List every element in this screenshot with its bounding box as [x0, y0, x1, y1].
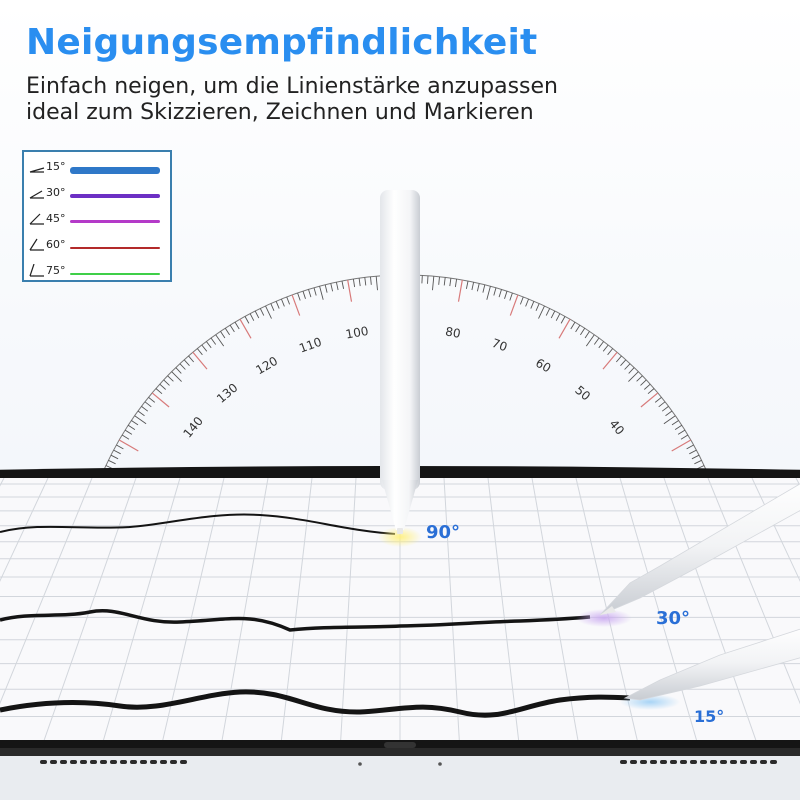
- protractor-tick: [122, 435, 129, 439]
- speaker-hole: [60, 760, 67, 764]
- protractor-tick: [439, 277, 440, 285]
- speaker-hole: [170, 760, 177, 764]
- speaker-hole: [680, 760, 687, 764]
- protractor-tick: [655, 397, 661, 402]
- protractor-tick: [145, 402, 151, 407]
- legend-angle-label: 60°: [46, 238, 66, 251]
- protractor-tick: [168, 376, 174, 382]
- protractor-tick: [510, 295, 518, 316]
- protractor-tick: [603, 352, 617, 369]
- protractor-tick: [314, 288, 316, 296]
- legend-line-30: [70, 194, 160, 198]
- protractor-tick: [571, 322, 575, 329]
- speaker-hole: [70, 760, 77, 764]
- protractor-tick: [505, 291, 508, 299]
- angle-30-icon: [28, 186, 46, 200]
- protractor-tick: [202, 345, 207, 351]
- protractor-tick: [348, 280, 352, 302]
- protractor-tick: [551, 311, 555, 318]
- protractor-tick: [580, 328, 584, 335]
- protractor-tick: [510, 293, 513, 301]
- protractor-tick: [499, 289, 501, 297]
- subtitle-line-1: Einfach neigen, um die Linienstärke anzupassen: [26, 74, 558, 99]
- protractor-label: 110: [297, 334, 324, 356]
- protractor-tick: [320, 286, 324, 300]
- protractor-tick: [336, 282, 338, 290]
- protractor-tick: [221, 331, 225, 338]
- protractor-tick: [586, 335, 594, 346]
- protractor-tick: [559, 319, 570, 338]
- speaker-hole: [640, 760, 647, 764]
- protractor-tick: [644, 384, 650, 389]
- speaker-hole: [770, 760, 777, 764]
- legend-angle-label: 30°: [46, 186, 66, 199]
- protractor-tick: [450, 278, 451, 286]
- legend-row-45: [24, 210, 170, 230]
- protractor-tick: [160, 384, 166, 389]
- speaker-hole: [690, 760, 697, 764]
- protractor-tick: [135, 416, 146, 424]
- protractor-tick: [628, 372, 638, 382]
- protractor-tick: [483, 285, 485, 293]
- protractor-tick: [266, 306, 272, 319]
- protractor-tick: [616, 356, 621, 362]
- protractor-tick: [298, 293, 301, 301]
- protractor-tick: [585, 331, 589, 338]
- protractor-tick: [353, 279, 354, 287]
- protractor-tick: [678, 430, 685, 434]
- speaker-hole: [160, 760, 167, 764]
- protractor-label: 120: [253, 353, 281, 378]
- speaker-hole: [620, 760, 627, 764]
- legend-angle-label: 15°: [46, 160, 66, 173]
- speaker-hole: [100, 760, 107, 764]
- protractor-label: 130: [214, 380, 241, 406]
- angle-label-15: 15°: [694, 707, 725, 726]
- protractor-tick: [250, 314, 254, 321]
- protractor-tick: [149, 397, 155, 402]
- angle-60-icon: [28, 238, 46, 252]
- speaker-hole: [750, 760, 757, 764]
- protractor-tick: [303, 291, 306, 299]
- protractor-tick: [428, 276, 429, 284]
- protractor-tick: [342, 281, 344, 289]
- protractor-tick: [689, 450, 696, 454]
- protractor-tick: [114, 450, 121, 454]
- protractor-tick: [659, 402, 665, 407]
- protractor-tick: [576, 325, 580, 332]
- speaker-hole: [630, 760, 637, 764]
- protractor-tick: [197, 349, 202, 355]
- protractor-tick: [546, 308, 550, 315]
- protractor-tick: [206, 342, 211, 348]
- protractor-tick: [164, 380, 170, 386]
- protractor-tick: [276, 301, 279, 308]
- protractor-label: 60: [533, 355, 554, 376]
- speaker-hole: [130, 760, 137, 764]
- speaker-hole: [760, 760, 767, 764]
- protractor-tick: [225, 328, 229, 335]
- protractor-tick: [531, 301, 534, 308]
- protractor-tick: [309, 289, 311, 297]
- speaker-hole: [650, 760, 657, 764]
- protractor-tick: [594, 338, 599, 345]
- protractor-label: 80: [444, 324, 462, 341]
- protractor-tick: [625, 364, 631, 370]
- protractor-tick: [692, 455, 699, 459]
- protractor-tick: [687, 445, 694, 449]
- protractor-tick: [119, 440, 138, 451]
- protractor-tick: [648, 389, 654, 394]
- protractor-tick: [681, 435, 688, 439]
- protractor-tick: [466, 281, 468, 289]
- legend-angle-label: 75°: [46, 264, 66, 277]
- legend-row-30: [24, 184, 170, 204]
- protractor-tick: [433, 276, 434, 290]
- protractor-tick: [621, 360, 626, 366]
- protractor-tick: [666, 411, 673, 416]
- legend-line-75: [70, 273, 160, 275]
- speaker-hole: [180, 760, 187, 764]
- legend-line-45: [70, 220, 160, 223]
- stylus-90: [380, 190, 420, 534]
- speaker-hole: [700, 760, 707, 764]
- protractor-tick: [359, 278, 360, 286]
- protractor-tick: [641, 380, 647, 386]
- protractor-tick: [142, 406, 148, 411]
- legend-row-15: [24, 158, 170, 178]
- protractor-tick: [664, 416, 675, 424]
- protractor-tick: [156, 389, 162, 394]
- speaker-hole: [40, 760, 47, 764]
- legend-line-15: [70, 167, 160, 174]
- protractor-tick: [184, 360, 189, 366]
- legend-angle-label: 45°: [46, 212, 66, 225]
- angle-label-30: 30°: [656, 608, 691, 629]
- protractor-tick: [325, 285, 327, 293]
- protractor-tick: [494, 288, 496, 296]
- protractor-label: 70: [489, 335, 510, 355]
- protractor-tick: [230, 325, 234, 332]
- protractor-label: 50: [572, 382, 594, 404]
- protractor-tick: [526, 299, 529, 306]
- protractor-label: 100: [344, 323, 370, 342]
- speaker-hole: [120, 760, 127, 764]
- legend-line-60: [70, 247, 160, 249]
- speaker-hole: [740, 760, 747, 764]
- speaker-hole: [150, 760, 157, 764]
- protractor-tick: [608, 349, 613, 355]
- legend-row-75: [24, 262, 170, 282]
- protractor-tick: [193, 352, 207, 369]
- tilt-legend: [22, 150, 172, 282]
- protractor-tick: [131, 421, 138, 425]
- protractor-tick: [365, 278, 366, 286]
- protractor-tick: [455, 279, 456, 287]
- speaker-hole: [660, 760, 667, 764]
- protractor-tick: [108, 460, 115, 464]
- speaker-hole: [80, 760, 87, 764]
- protractor-tick: [599, 342, 604, 348]
- protractor-label: 140: [180, 414, 206, 441]
- protractor-tick: [216, 335, 224, 346]
- protractor-tick: [629, 368, 635, 374]
- angle-label-90: 90°: [426, 522, 461, 543]
- speaker-hole: [90, 760, 97, 764]
- protractor-tick: [281, 299, 284, 306]
- protractor-tick: [561, 316, 565, 323]
- protractor-tick: [176, 368, 182, 374]
- protractor-tick: [138, 411, 145, 416]
- protractor-tick: [675, 425, 682, 429]
- subtitle-line-2: ideal zum Skizzieren, Zeichnen und Markieren: [26, 100, 534, 125]
- protractor-tick: [672, 440, 691, 451]
- protractor-tick: [371, 277, 372, 285]
- protractor-tick: [376, 276, 377, 290]
- protractor-tick: [556, 314, 560, 321]
- protractor-tick: [255, 311, 259, 318]
- protractor-tick: [260, 308, 264, 315]
- protractor-tick: [189, 356, 194, 362]
- page-title: Neigungsempfindlichkeit: [26, 22, 538, 63]
- speaker-hole: [140, 760, 147, 764]
- speaker-hole: [670, 760, 677, 764]
- angle-15-icon: [28, 160, 46, 174]
- legend-row-60: [24, 236, 170, 256]
- protractor-tick: [641, 393, 658, 407]
- protractor-tick: [487, 286, 491, 300]
- protractor-tick: [125, 430, 132, 434]
- protractor-tick: [292, 295, 300, 316]
- protractor-tick: [287, 297, 290, 305]
- protractor-tick: [672, 421, 679, 425]
- protractor-tick: [444, 278, 445, 286]
- protractor-tick: [128, 425, 135, 429]
- protractor-tick: [477, 284, 479, 292]
- protractor-tick: [211, 338, 216, 345]
- protractor-tick: [152, 393, 169, 407]
- speaker-hole: [50, 760, 57, 764]
- protractor-tick: [180, 364, 186, 370]
- protractor-tick: [331, 284, 333, 292]
- protractor-tick: [539, 306, 545, 319]
- protractor-tick: [536, 304, 539, 311]
- protractor-tick: [459, 280, 463, 302]
- protractor-tick: [662, 406, 668, 411]
- protractor-tick: [172, 372, 182, 382]
- protractor-tick: [235, 322, 239, 329]
- speaker-hole: [730, 760, 737, 764]
- protractor-tick: [694, 460, 701, 464]
- protractor-tick: [240, 319, 251, 338]
- speaker-hole: [110, 760, 117, 764]
- speaker-hole: [710, 760, 717, 764]
- protractor-tick: [271, 304, 274, 311]
- speaker-hole: [720, 760, 727, 764]
- protractor-tick: [111, 455, 118, 459]
- angle-75-icon: [28, 264, 46, 278]
- protractor-tick: [603, 345, 608, 351]
- protractor-tick: [520, 297, 523, 305]
- protractor-label: 40: [606, 416, 628, 438]
- angle-45-icon: [28, 212, 46, 226]
- protractor-tick: [637, 376, 643, 382]
- protractor-tick: [116, 445, 123, 449]
- protractor-tick: [472, 282, 474, 290]
- protractor-tick: [245, 316, 249, 323]
